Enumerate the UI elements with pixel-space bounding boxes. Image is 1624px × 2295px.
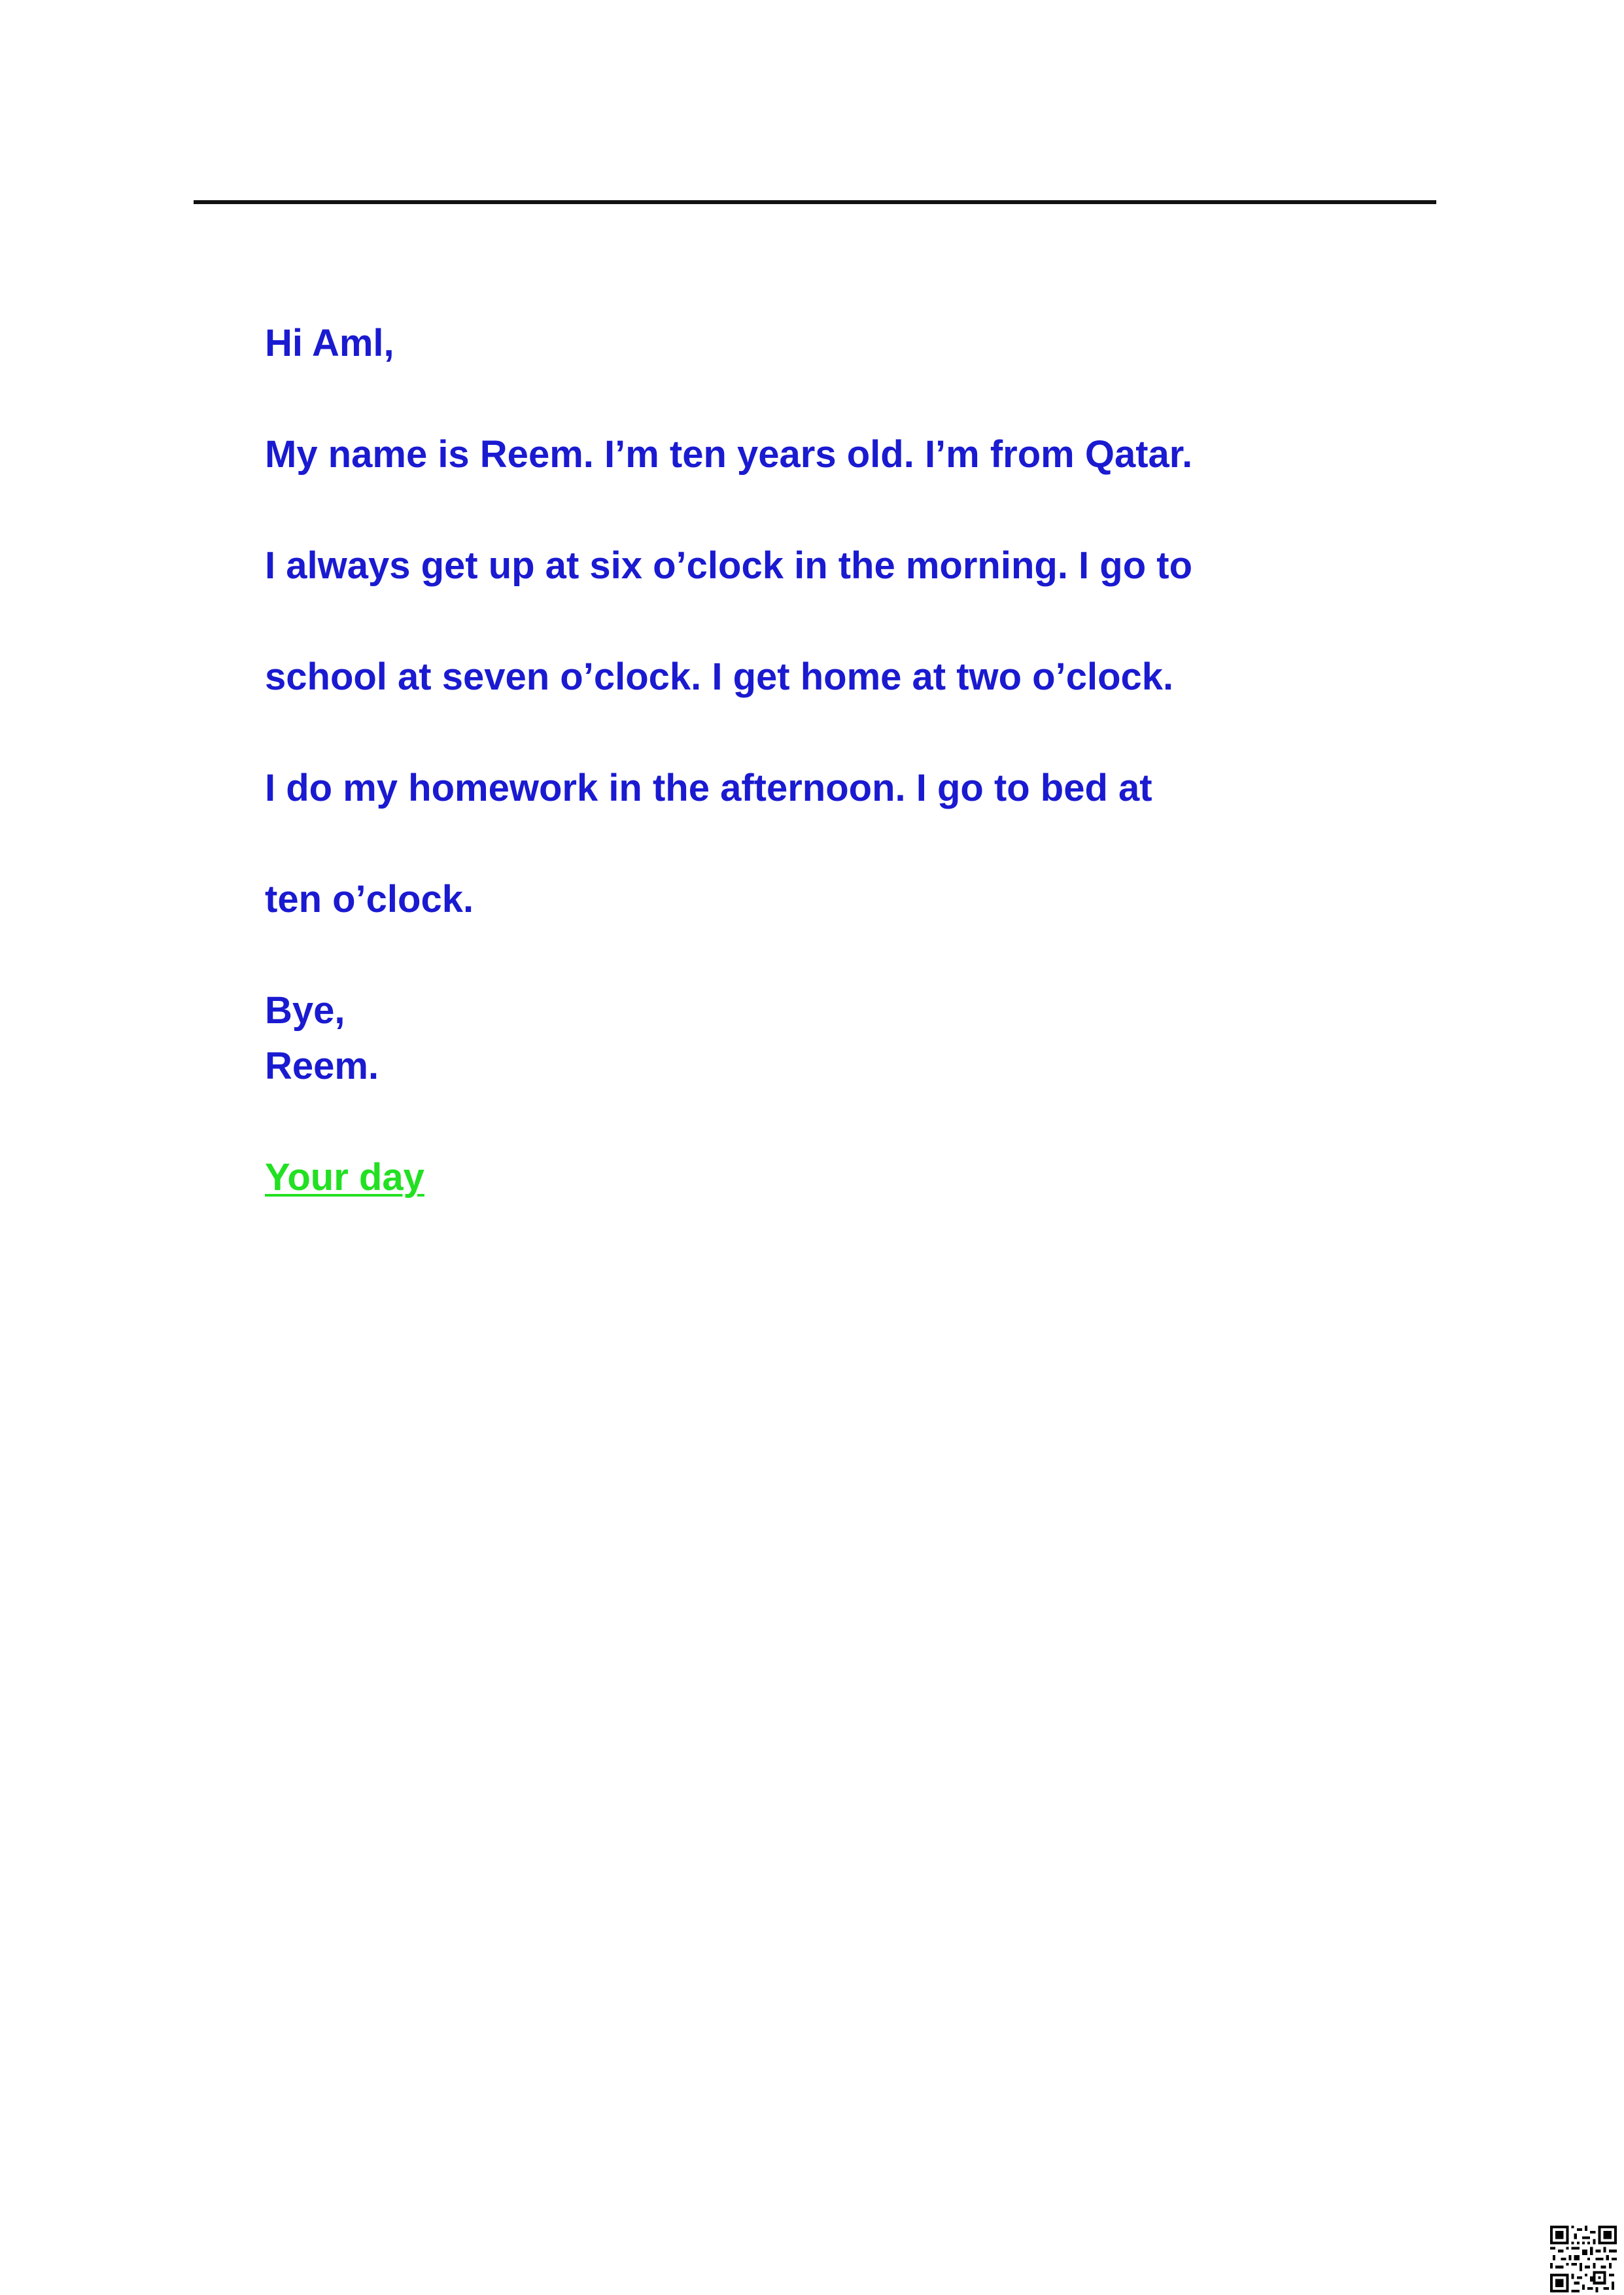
letter-line: I do my homework in the afternoon. I go to bed at (265, 767, 1152, 809)
letter-line: I always get up at six o’clock in the morning. I go to (265, 544, 1192, 587)
letter-closing: Bye, (265, 989, 345, 1032)
letter-line: My name is Reem. I’m ten years old. I’m from Qatar. (265, 433, 1193, 476)
letter-line: school at seven o’clock. I get home at two o’clock. (265, 656, 1174, 698)
letter-line: ten o’clock. (265, 878, 474, 920)
qr-code-icon (1550, 2226, 1617, 2292)
your-day-link[interactable]: Your day (265, 1156, 424, 1199)
header-rule (194, 200, 1436, 204)
letter-greeting: Hi Aml, (265, 322, 394, 364)
letter-signature: Reem. (265, 1045, 379, 1087)
